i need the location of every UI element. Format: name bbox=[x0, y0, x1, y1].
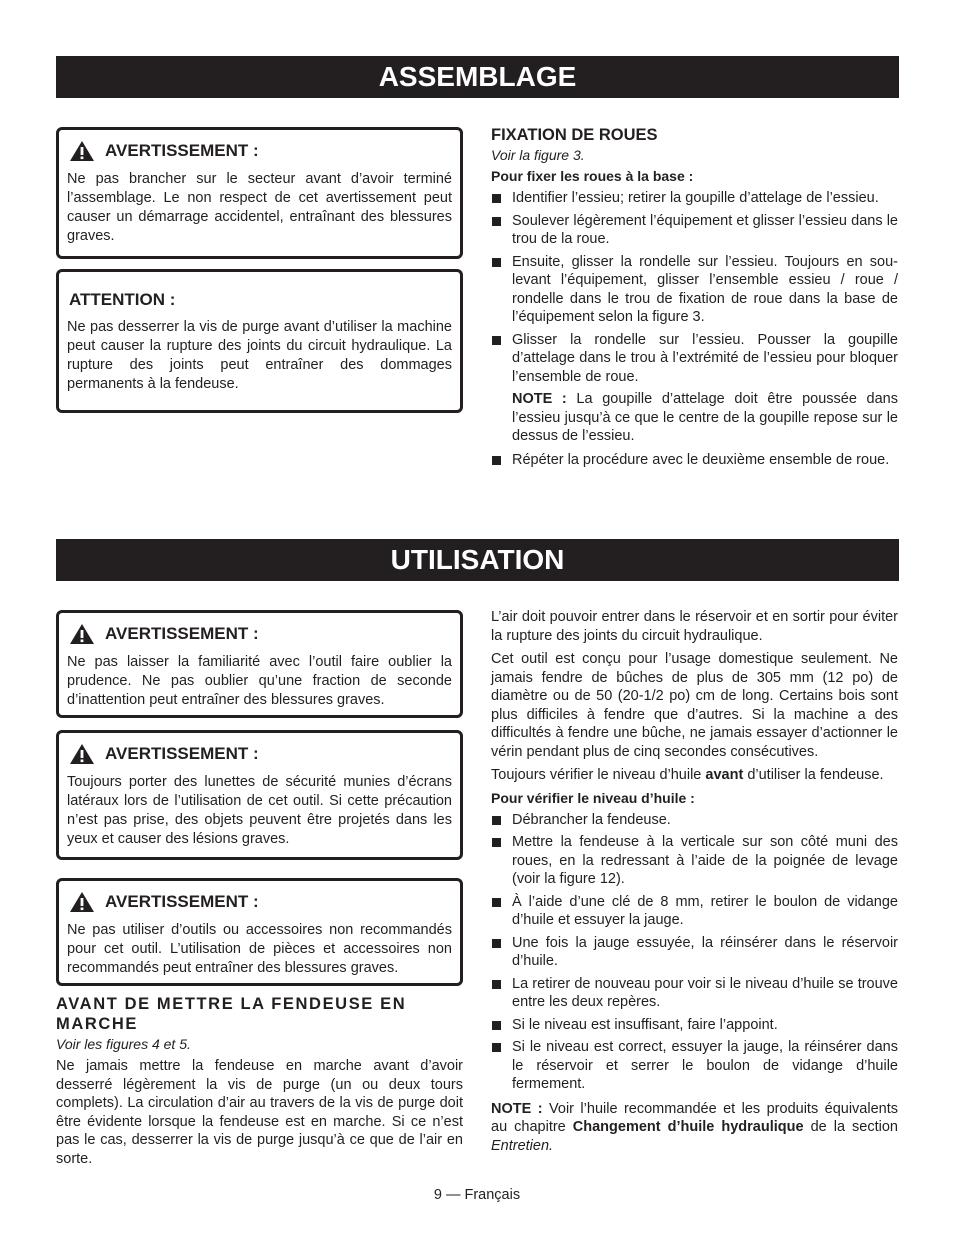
bullet-square-icon bbox=[492, 816, 501, 825]
list-item: Si le niveau est correct, essuyer la jauge, la réinsérer dans le réservoir et serrer le boulon de vidange d’huile fermement. bbox=[491, 1038, 898, 1094]
bullet-square-icon bbox=[492, 898, 501, 907]
warning-box bbox=[56, 127, 463, 259]
list-item: Soulever légèrement l’équipement et glisser l’essieu dans le trou de la roue. bbox=[491, 212, 898, 249]
oil-subheading: Pour vérifier le niveau d’huile : bbox=[491, 789, 695, 806]
list-item: Débrancher la fendeuse. bbox=[491, 811, 898, 830]
paragraph-usage: Cet outil est conçu pour l’usage domestique seulement. Ne jamais fendre de bûches de plus de 305 mm (12 po) de diamètre ou de 50 (20-1/2 po) cm de long. Certains bois sont plus difficiles à fendre que d’autres. Si la machine a des difficultés à fendre une bûche, ne jamais essayer d’actionner le vérin pendant plus de cinq secondes consécutives. bbox=[491, 651, 898, 760]
wheels-steps bbox=[491, 189, 898, 386]
bullet-square-icon bbox=[492, 194, 501, 203]
bullet-square-icon bbox=[492, 336, 501, 345]
caution-box bbox=[56, 269, 463, 413]
paragraph-oil-check: Toujours vérifier le niveau d’huile avant d’utiliser la fendeuse. bbox=[491, 767, 884, 783]
before-start-section bbox=[56, 994, 463, 1168]
wheels-column bbox=[491, 125, 898, 473]
wheels-figure-ref: Voir la figure 3. bbox=[491, 147, 585, 163]
section-banner-assemblage: ASSEMBLAGE bbox=[56, 56, 899, 98]
section-banner-utilisation: UTILISATION bbox=[56, 539, 899, 581]
oil-note: NOTE : Voir l’huile recommandée et les produits équivalents au chapitre Changement d’huile hydraulique de la section Entretien. bbox=[491, 1100, 898, 1154]
assembly-left-column bbox=[56, 127, 463, 413]
warning-triangle-icon bbox=[69, 623, 95, 645]
bullet-square-icon bbox=[492, 456, 501, 465]
warning-title: AVERTISSEMENT : bbox=[105, 141, 259, 160]
wheels-heading: FIXATION DE ROUES bbox=[491, 126, 658, 144]
before-start-heading: AVANT DE METTRE LA FENDEUSE EN MARCHE bbox=[56, 995, 407, 1033]
bullet-square-icon bbox=[492, 217, 501, 226]
list-item: Mettre la fendeuse à la verticale sur son côté muni des roues, en la redressant à l’aide de la poignée de levage (voir la figure 12). bbox=[491, 833, 898, 889]
oil-steps bbox=[491, 811, 898, 1094]
before-start-text: Ne jamais mettre la fendeuse en marche avant d’avoir desserré légèrement la vis de purge (un ou deux tours complets). La circulation d’air au travers de la vis de purge doit être évidente lorsque la fendeuse est en marche. Si ce n’est pas le cas, desserrer la vis de purge jusqu’à ce que de l’air en sorte. bbox=[56, 1058, 463, 1167]
list-item: Si le niveau est insuffisant, faire l’appoint. bbox=[491, 1016, 898, 1035]
operation-left-column bbox=[56, 610, 463, 1173]
bullet-square-icon bbox=[492, 939, 501, 948]
warning-box-familiarity: AVERTISSEMENT : Ne pas laisser la familiarité avec l’outil faire oublier la prudence. Ne pas oublier qu’une fraction de seconde d’inattention peut entraîner des blessures graves. bbox=[56, 610, 463, 718]
warning-triangle-icon bbox=[69, 140, 95, 162]
caution-title: ATTENTION : bbox=[69, 290, 176, 309]
list-item: À l’aide d’une clé de 8 mm, retirer le boulon de vidange d’huile et essuyer la jauge. bbox=[491, 893, 898, 930]
warning-triangle-icon bbox=[69, 891, 95, 913]
page-footer: 9 — Français bbox=[433, 1187, 521, 1203]
warning-triangle-icon bbox=[69, 743, 95, 765]
list-item: La retirer de nouveau pour voir si le niveau d’huile se trouve entre les deux repères. bbox=[491, 975, 898, 1012]
bullet-square-icon bbox=[492, 980, 501, 989]
warning-box-glasses: AVERTISSEMENT : Toujours porter des lunettes de sécurité munies d’écrans latéraux lors de l’utilisation de cet outil. Si cette précaution n’est pas prise, des objets peuvent être projetés dans les yeux et causer des lésions graves. bbox=[56, 730, 463, 860]
warning-box-accessories: AVERTISSEMENT : Ne pas utiliser d’outils ou accessoires non recommandés pour cet outil. L’utilisation de pièces et accessoires non recommandés peut entraîner des blessures graves. bbox=[56, 878, 463, 986]
wheels-note: NOTE : La goupille d’attelage doit être poussée dans l’essieu jusqu’à ce que le centre de la goupille repose sur le dessus de l’essieu. bbox=[512, 391, 898, 444]
bullet-square-icon bbox=[492, 1043, 501, 1052]
operation-right-column bbox=[491, 608, 898, 1160]
bullet-square-icon bbox=[492, 258, 501, 267]
caution-text: Ne pas desserrer la vis de purge avant d’utiliser la machine peut causer la rupture des joints du circuit hydraulique. La rupture des joints peut entraîner des dommages permanents à la fendeuse. bbox=[67, 319, 452, 392]
paragraph-air: L’air doit pouvoir entrer dans le réservoir et en sortir pour éviter la rupture des joints du circuit hydraulique. bbox=[491, 609, 898, 644]
before-start-figure-ref: Voir les figures 4 et 5. bbox=[56, 1036, 191, 1052]
list-item: Identifier l’essieu; retirer la goupille d’attelage de l’essieu. bbox=[491, 189, 898, 208]
bullet-square-icon bbox=[492, 1021, 501, 1030]
list-item: Glisser la rondelle sur l’essieu. Pousser la goupille d’attelage dans le trou à l’extrémité de l’essieu pour bloquer l’ensemble de roue. bbox=[491, 331, 898, 387]
bullet-square-icon bbox=[492, 838, 501, 847]
list-item: Répéter la procédure avec le deuxième ensemble de roue. bbox=[491, 451, 898, 470]
list-item: Une fois la jauge essuyée, la réinsérer dans le réservoir d’huile. bbox=[491, 934, 898, 971]
wheels-subheading: Pour fixer les roues à la base : bbox=[491, 168, 694, 184]
list-item: Ensuite, glisser la rondelle sur l’essieu. Toujours en soulevant l’équipement, glisser l’ensemble essieu / roue / rondelle dans le trou de fixation de roue dans la base de l’équipement selon la figure 3. bbox=[491, 253, 898, 327]
warning-text: Ne pas brancher sur le secteur avant d’avoir terminé l’assemblage. Le non respect de cet avertissement peut causer un démarrage accidentel, entraînant des blessures graves. bbox=[67, 171, 452, 244]
